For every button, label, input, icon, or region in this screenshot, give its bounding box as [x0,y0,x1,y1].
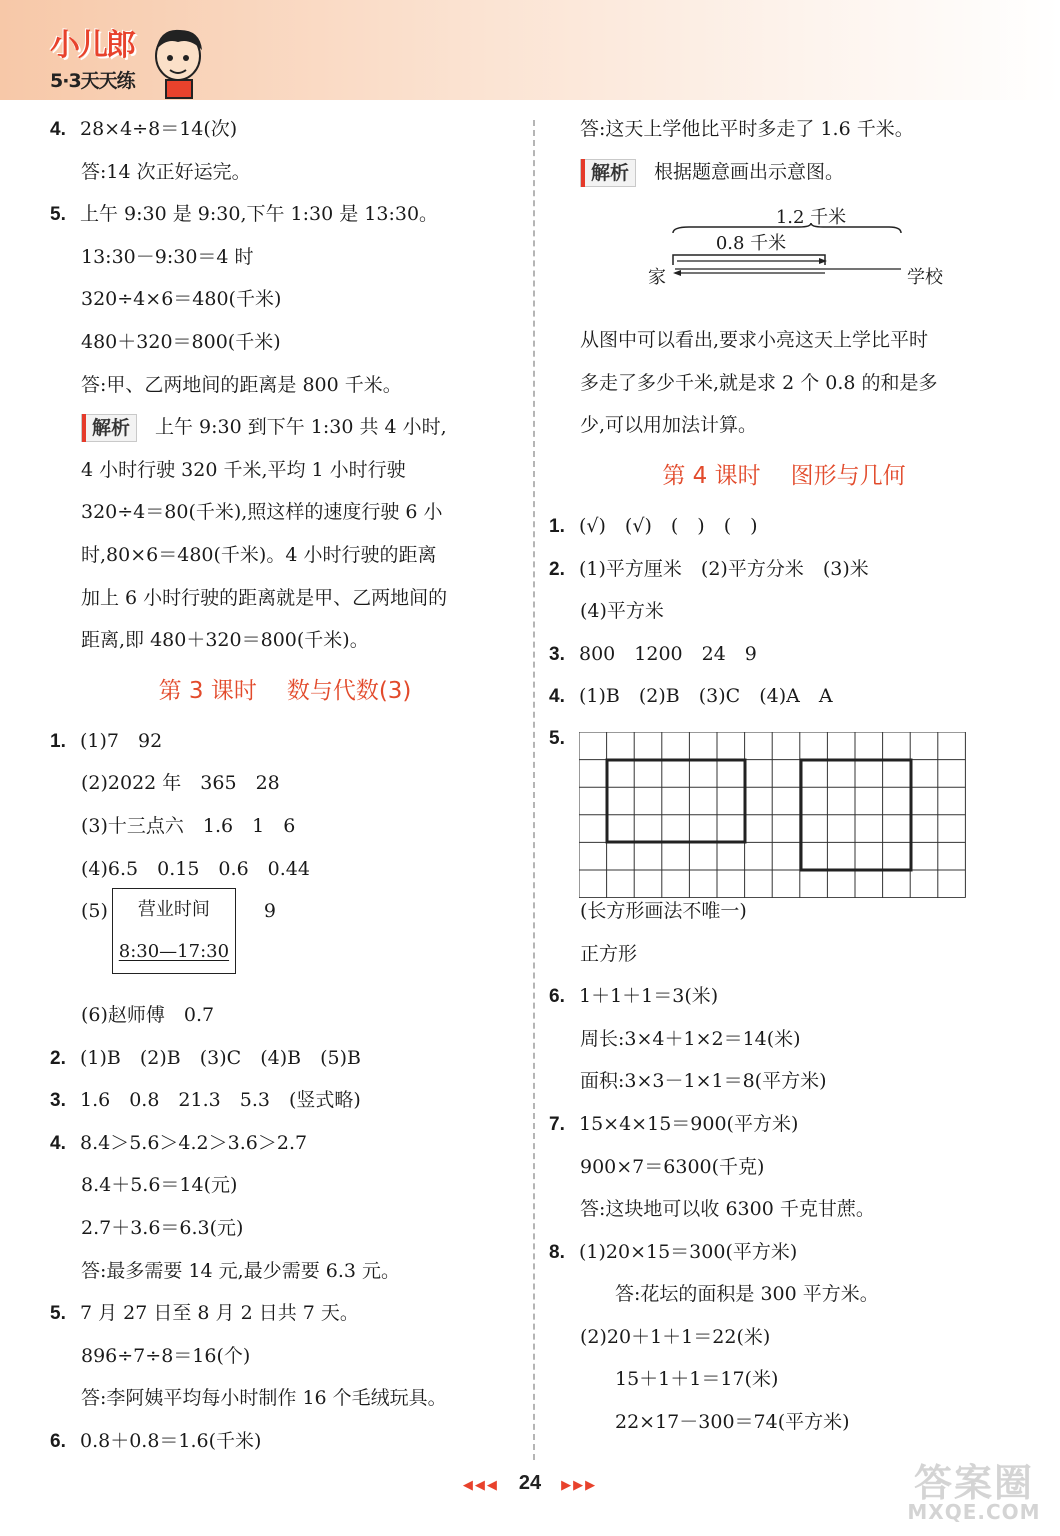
home-label: 家 [648,267,666,289]
answer-line: 320÷4×6＝480(千米) [81,288,282,311]
analysis-line: 从图中可以看出,要求小亮这天上学比平时 [580,329,929,352]
column-divider [533,120,535,1460]
answer-line: 答:花坛的面积是 300 平方米。 [615,1283,879,1306]
grid-lines [579,732,965,898]
brand-series: 5·3天天练 [50,70,135,92]
business-hours-box: 营业时间 8:30—17:30 [112,888,236,974]
question: 1. (1)7 92 [50,729,163,752]
question: 3. 800 1200 24 9 [549,642,757,665]
question: 3. 1.6 0.8 21.3 5.3 (竖式略) [50,1089,361,1112]
answer-line: 答:这天上学他比平时多走了 1.6 千米。 [580,118,914,140]
answer-line: 15＋1＋1＝17(米) [615,1368,779,1391]
question: 6. 0.8＋0.8＝1.6(千米) [50,1430,262,1453]
analysis-tag: 解析 [81,414,137,442]
analysis-line: 4 小时行驶 320 千米,平均 1 小时行驶 [81,458,406,481]
grid-drawing [579,732,971,898]
answer-line: 答:最多需要 14 元,最少需要 6.3 元。 [81,1259,400,1282]
answer-line: 8.4＋5.6＝14(元) [81,1174,238,1197]
answer-line: (2)20＋1＋1＝22(米) [580,1325,771,1348]
next-arrows-icon: ▶▶▶ [561,1477,598,1492]
question: 2. (1)平方厘米 (2)平方分米 (3)米 [549,557,869,580]
answer-line: 答:甲、乙两地间的距离是 800 千米。 [81,373,402,396]
question: 8. (1)20×15＝300(平方米) [549,1240,798,1263]
answer-line: 答:14 次正好运完。 [81,160,251,183]
question: 5. 7 月 27 日至 8 月 2 日共 7 天。 [50,1302,359,1325]
answer-line: (3)十三点六 1.6 1 6 [81,814,296,837]
brand-name: 小儿郎 [50,28,134,63]
analysis-line: 加上 6 小时行驶的距离就是甲、乙两地间的 [81,586,448,609]
answer-line: (4)平方米 [580,600,664,623]
question: 6. 1＋1＋1＝3(米) [549,985,719,1008]
question: 4. 8.4＞5.6＞4.2＞3.6＞2.7 [50,1131,308,1154]
analysis-line: 320÷4＝80(千米),照这样的速度行驶 6 小 [81,501,443,524]
arrow-head-left [673,270,681,276]
analysis-block: 解析 根据题意画出示意图。 [549,151,1019,194]
question: 1. (√) (√) ( ) ( ) [549,514,758,537]
rectangle-drawing [607,760,745,842]
inner-distance-label: 0.8 千米 [715,233,787,255]
answer-line: 896÷7÷8＝16(个) [81,1344,251,1367]
answer-line: 答:这块地可以收 6300 千克甘蔗。 [580,1198,875,1221]
analysis-tag: 解析 [580,159,636,187]
analysis-line: 少,可以用加法计算。 [580,414,758,437]
question: 7. 15×4×15＝900(平方米) [549,1112,799,1135]
school-label: 学校 [907,267,943,289]
section-title: 第 3 课时 数与代数(3) [158,677,412,704]
answer-line: 2.7＋3.6＝6.3(元) [81,1217,244,1240]
answer-line: (5) 营业时间 8:30—17:30 9 [50,890,520,994]
distance-diagram-svg [549,193,1019,319]
analysis-block: 解析 上午 9:30 到下午 1:30 共 4 小时, [50,406,520,449]
analysis-line: 距离,即 480＋320＝800(千米)。 [81,629,369,652]
right-column [549,108,1019,1444]
section-title: 第 4 课时 图形与几何 [662,462,906,489]
answer-line: (6)赵师傅 0.7 [81,1004,215,1027]
question: 4. (1)B (2)B (3)C (4)A A [549,685,833,708]
answer-line: 480＋320＝800(千米) [81,330,281,353]
answer-line: (4)6.5 0.15 0.6 0.44 [81,857,310,880]
answer-line: (2)2022 年 365 28 [81,772,280,795]
page-number: 24 [518,1472,542,1494]
analysis-line: 时,80×6＝480(千米)。4 小时行驶的距离 [81,543,437,566]
answer-line: 面积:3×3－1×1＝8(平方米) [580,1070,827,1093]
answer-line: 900×7＝6300(千克) [580,1155,765,1178]
distance-diagram [549,193,1019,319]
answer-line: 答:李阿姨平均每小时制作 16 个毛绒玩具。 [81,1387,447,1410]
watermark: 答案圈 MXQE.COM [907,1461,1041,1524]
outer-distance-label: 1.2 千米 [775,207,847,229]
arrow-head-right [819,258,827,264]
question: 5. [549,718,1019,890]
answer-line: 13:30－9:30＝4 时 [81,245,254,268]
question: 2. (1)B (2)B (3)C (4)B (5)B [50,1046,361,1069]
mascot-icon [150,24,206,100]
answer-line: 周长:3×4＋1×2＝14(米) [580,1027,801,1050]
answer-line: 正方形 [580,942,638,965]
answer-line: 22×17－300＝74(平方米) [615,1411,850,1434]
left-column [50,108,520,1463]
brand-logo [42,20,212,100]
analysis-line: 多走了多少千米,就是求 2 个 0.8 的和是多 [580,371,938,394]
inner-segment-top [673,255,825,265]
answer-line: (长方形画法不唯一) [580,899,747,922]
question: 4. 28×4÷8＝14(次) [50,118,238,140]
prev-arrows-icon: ◀◀◀ [462,1477,499,1492]
question: 5. 上午 9:30 是 9:30,下午 1:30 是 13:30。 [50,203,439,226]
